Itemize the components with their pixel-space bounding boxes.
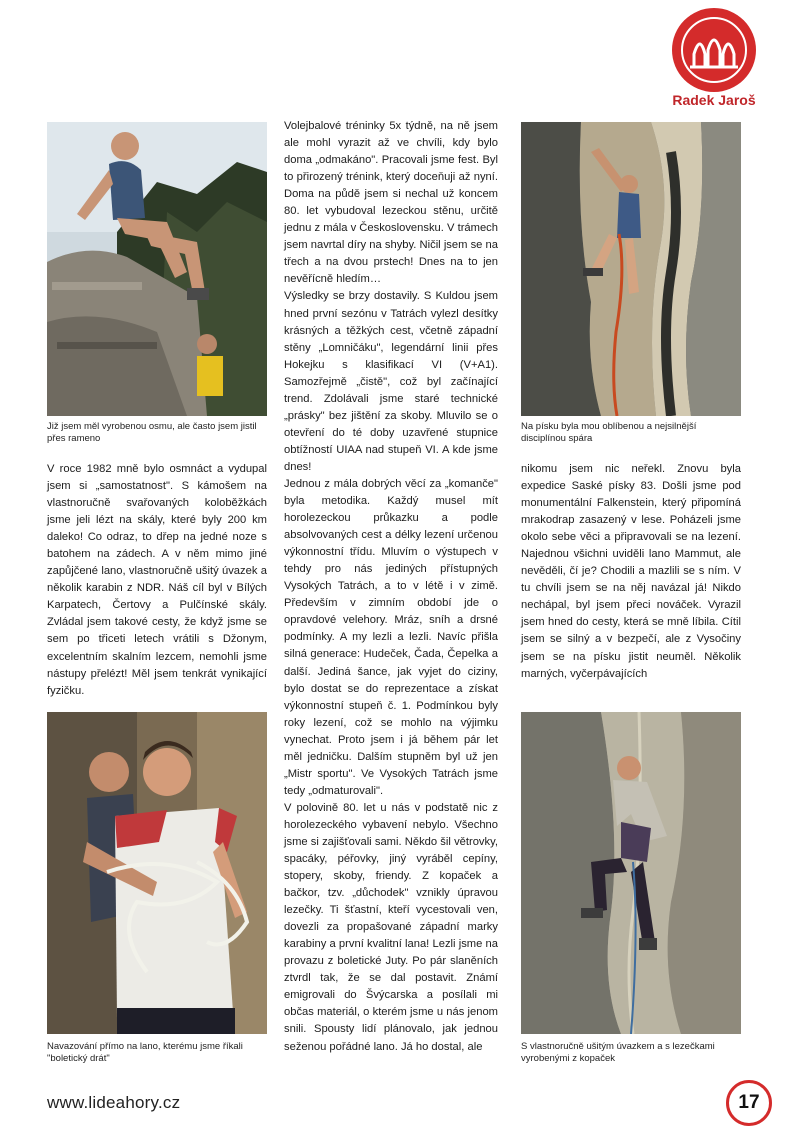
photo-rope-tie-in	[47, 712, 267, 1034]
photo-caption: Již jsem měl vyrobenou osmu, ale často jsem jistil přes rameno	[47, 421, 257, 444]
photo-crack-climbing	[521, 122, 741, 416]
article-text-middle	[284, 118, 498, 1056]
article-text-right	[521, 461, 741, 683]
photo-climber-seated	[47, 122, 267, 416]
photo-harness-climber	[521, 712, 741, 1034]
author-logo	[672, 8, 756, 92]
paragraph: Jednou z mála dobrých věcí za „komanče" byla metodika. Každý musel mít horolezeckou průkazku a podle absolvovaných cest a délky lezení určenou výkonnostní třídu. Mluvím o výstupech v tehdy pro nás jediných přístupných Vysokých Tatrách, a to v létě i v zimě. Především v zimním období jde o opravdové velehory. Mráz, sníh a drsné podmínky. A my lezli a lezli. Navíc přišla silná generace: Hudeček, Čada, Čepelka a další. Jediná šance, jak vyjet do ciziny, bylo dostat se do reprezentace a získat výkonnostní stupeň č. 1. Podmínkou byly roky lezení, což se mohlo na výjimku vynechat. Proto jsem i já během pár let měl jedničku. Dalším stupněm byl už jen „Mistr sportu". Ve Vysokých Tatrách jsme tedy „odmaturovali".	[284, 477, 498, 797]
paragraph: V roce 1982 mně bylo osmnáct a vydupal jsem si „samostatnost". S kámošem na vlastnoručně svařovaných koloběžkách jsme jeli lézt na skály, které byly 200 km daleko! Co odraz, to dřep na jedné noze s batohem na zádech. A v něm mimo jiné zapůjčené lano, vlastnoručně ušitý úvazek a několik karabin z NDR. Náš cíl byl v Bílých Karpatech, Čertovy a Pulčínské skály. Zvládal jsem takové cesty, že když jsme se sem po třiceti letech vrátili s Džonym, excelentním skalním lezcem, nemohli jsme nástupy přelézt! Měl jsem tenkrát vynikající fyzičku.	[47, 463, 267, 697]
author-name: Radek Jaroš	[672, 92, 756, 108]
paragraph: nikomu jsem nic neřekl. Znovu byla expedice Saské písky 83. Došli jsme pod monumentální Falkenstein, který připomíná mrakodrap zasazený v lese. Poházeli jsme okolo sebe věci a připravovali se na lezení. Najednou všichni uviděli lano Mammut, ale nevěděli, čí je? Chodili a mazlili se s ním. V tu chvíli jsem se na něj navázal já! Nikdo nechápal, byl jsem přeci nováček. Vyrazil jsem hned do cesty, která se mně líbila. Cítil jsem se silný a v bezpečí, ale z Vysočiny jsem se na písku jistit neuměl. Několik marných, vyčerpávajících	[521, 463, 741, 680]
photo-caption: Navazování přímo na lano, kterému jsme říkali "boletický drát"	[47, 1041, 243, 1064]
paragraph: Volejbalové tréninky 5x týdně, na ně jsem ale mohl vyrazit až ve chvíli, kdy bylo doma „odmakáno". Pracovali jsme fest. Byl to přirozený trénink, který doceňuji až nyní. Doma na půdě jsem si nechal už koncem 80. let vybudoval lezeckou stěnu, určitě jednu z mála v Československu. V trámech jsem navrtal díry na shyby. Ničil jsem se na třech a na dvou prstech! Dnes na to jen nevěřícně hledím…	[284, 120, 498, 286]
magazine-url[interactable]: www.lideahory.cz	[47, 1093, 181, 1112]
paragraph: V polovině 80. let u nás v podstatě nic z horolezeckého vybavení nebylo. Všechno jsme si zajišťovali sami. Někdo šil větrovky, spacáky, péřovky, jiný vyráběl cepíny, stopery, skoby, friendy. Z kopaček a bačkor, tzv. „důchodek" vznikly úpravou lezečky. Ti šťastní, kteří vycestovali ven, dovezli za propašované západní marky karabiny a první kvalitní lana! Lezli jsme na provazu z boletické Juty. Po pár slaněních ztvrdl tak, že se dal postavit. Známí emigrovali do Švýcarska a posílali mi občas materiál, o kterém jsme u nás jenom snili. Spousty lidí plánovalo, jak jednou seženou pořádné lano. Já ho dostal, ale	[284, 801, 498, 1053]
article-text-left	[47, 461, 267, 700]
page-number: 17	[726, 1080, 772, 1126]
photo-caption: S vlastnoručně ušitým úvazkem a s lezečkami vyrobenými z kopaček	[521, 1041, 715, 1064]
photo-caption: Na písku byla mou oblíbenou a nejsilnější disciplínou spára	[521, 421, 697, 444]
mountain-peaks-icon	[672, 8, 756, 92]
paragraph: Výsledky se brzy dostavily. S Kuldou jsem hned první sezónu v Tatrách vylezl desítky krásných a těžkých cest, včetně západní stěny „Lomničáku", legendární linii přes Hokejku s klasifikací VI (V+A1). Samozřejmě „čistě", což byl začínající trend. Zdolávali jsme staré technické „prásky" bez jištění za skoby. Mluvilo se o otevření do té doby uzavřené stupnice obtížností UIAA nad stupeň VI. A kde jsme dnes!	[284, 290, 498, 473]
